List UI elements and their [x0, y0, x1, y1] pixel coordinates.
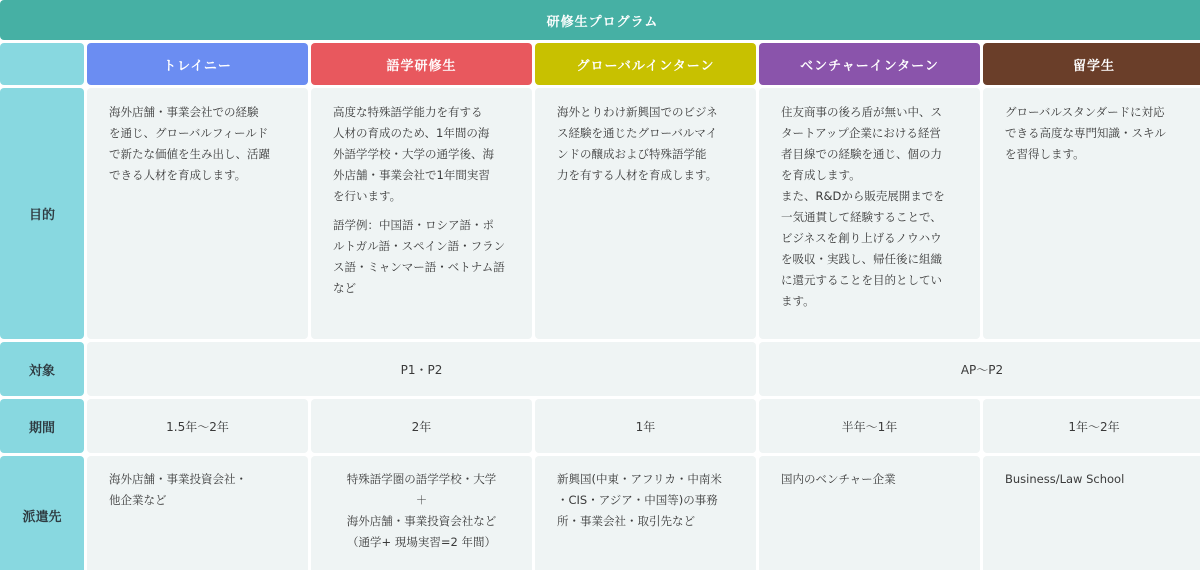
column-header-overseas-study: 留学生: [983, 43, 1200, 85]
purpose-language-text: 高度な特殊語学能力を有する 人材の育成のため、1年間の海 外語学学校・大学の通学後、海 外店舗・事業会社で1年間実習 を行います。: [333, 105, 494, 203]
corner-cell: [0, 43, 84, 85]
purpose-overseas-study: [983, 88, 1200, 339]
period-venture-intern: 半年〜1年: [759, 399, 980, 453]
purpose-venture-text-2: また、R&Dから販売展開までを 一気通貫して経験することで、 ビジネスを創り上げるノウハウ を吸収・実践し、帰任後に組織 に還元することを目的としてい ます。: [781, 189, 945, 308]
column-header-global-intern: グローバルインターン: [535, 43, 756, 85]
destination-trainee: 海外店舗・事業投資会社・ 他企業など: [87, 456, 308, 570]
purpose-language-examples: 語学例：中国語・ロシア語・ポ ルトガル語・スペイン語・フラン ス語・ミャンマー語・ベトナム語 など: [333, 218, 506, 295]
destination-global-intern: 新興国(中東・アフリカ・中南米 ・CIS・アジア・中国等)の事務 所・事業会社・取引先など: [535, 456, 756, 570]
purpose-trainee: [87, 88, 308, 339]
period-global-intern: 1年: [535, 399, 756, 453]
destination-language-trainee: 特殊語学圏の語学学校・大学 ＋ 海外店舗・事業投資会社など （通学+ 現場実習=2 年間）: [311, 456, 532, 570]
destination-overseas-study: Business/Law School: [983, 456, 1200, 570]
column-header-venture-intern: ベンチャーインターン: [759, 43, 980, 85]
column-header-language-trainee: 語学研修生: [311, 43, 532, 85]
purpose-global-intern: [535, 88, 756, 339]
target-group-a: P1・P2: [87, 342, 756, 396]
row-header-period: 期間: [0, 399, 84, 453]
row-header-destination: 派遣先: [0, 456, 84, 570]
row-header-purpose: 目的: [0, 88, 84, 339]
destination-venture-intern: 国内のベンチャー企業: [759, 456, 980, 570]
purpose-global-text: 海外とりわけ新興国でのビジネ ス経験を通じたグローバルマイ ンドの醸成および特殊語学能 力を有する人材を育成します。: [557, 105, 718, 182]
purpose-study-text: グローバルスタンダードに対応 できる高度な専門知識・スキル を習得します。: [1005, 105, 1166, 161]
purpose-language-trainee: [311, 88, 532, 339]
purpose-trainee-text: 海外店舗・事業会社での経験 を通じ、グローバルフィールド で新たな価値を生み出し、活躍 できる人材を育成します。: [109, 105, 270, 182]
period-language-trainee: 2年: [311, 399, 532, 453]
purpose-venture-text-1: 住友商事の後ろ盾が無い中、ス タートアップ企業における経営 者目線での経験を通じ、個の力 を育成します。: [781, 105, 942, 182]
target-group-b: AP〜P2: [759, 342, 1200, 396]
period-overseas-study: 1年〜2年: [983, 399, 1200, 453]
purpose-venture-intern: [759, 88, 980, 339]
period-trainee: 1.5年〜2年: [87, 399, 308, 453]
row-header-target: 対象: [0, 342, 84, 396]
table-title: 研修生プログラム: [0, 0, 1200, 40]
column-header-trainee: トレイニー: [87, 43, 308, 85]
